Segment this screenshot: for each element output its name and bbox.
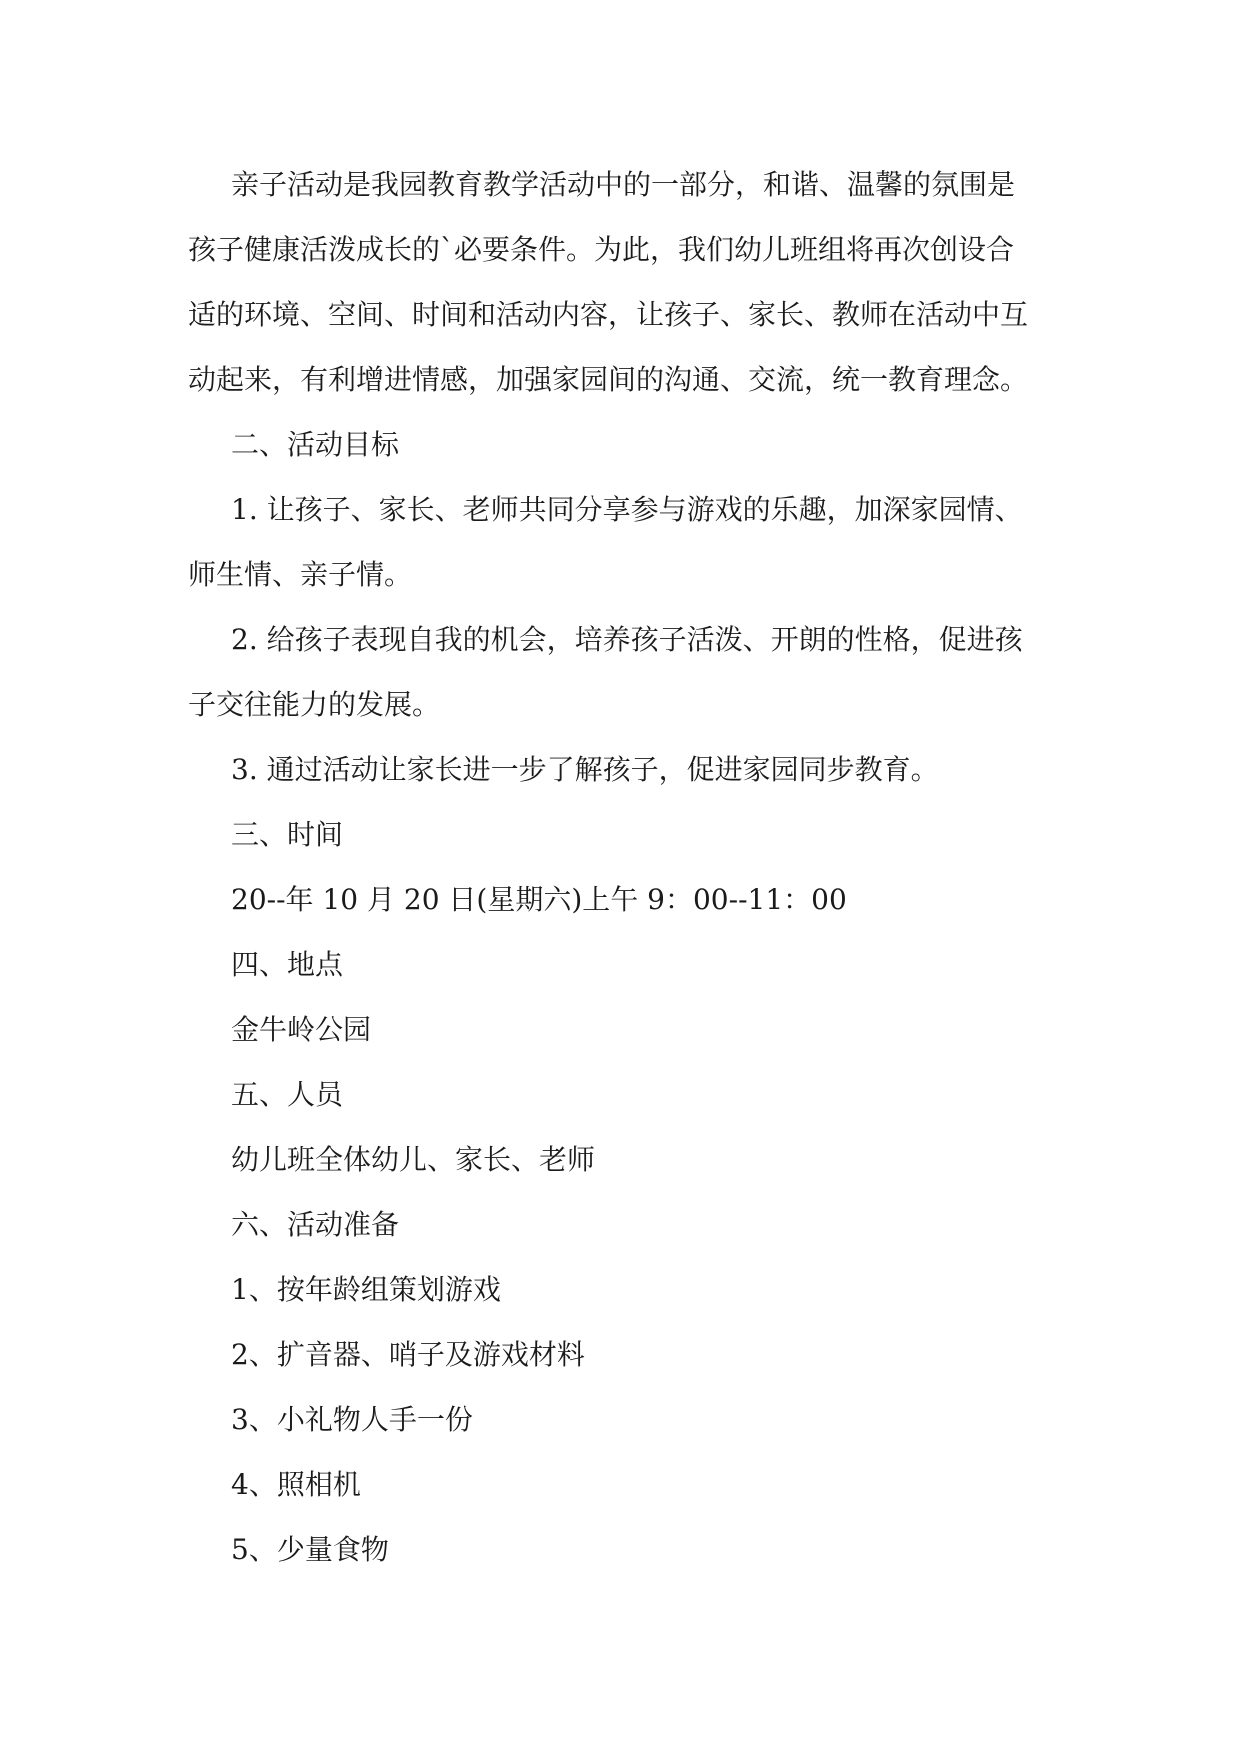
place-heading: 四、地点 (231, 948, 344, 981)
intro-line-2: 孩子健康活泼成长的`必要条件。为此，我们幼儿班组将再次创设合 (188, 233, 1015, 266)
goal-2-line-2: 子交往能力的发展。 (188, 688, 441, 721)
goal-2-line-1: 2. 给孩子表现自我的机会，培养孩子活泼、开朗的性格，促进孩 (231, 623, 1023, 656)
goals-heading: 二、活动目标 (231, 428, 400, 461)
prep-heading: 六、活动准备 (231, 1208, 400, 1241)
people-heading: 五、人员 (231, 1078, 344, 1111)
goal-1-line-1: 1. 让孩子、家长、老师共同分享参与游戏的乐趣，加深家园情、 (231, 493, 1023, 526)
time-heading: 三、时间 (231, 818, 344, 851)
time-value: 20--年 10 月 20 日(星期六)上午 9：00--11：00 (231, 883, 847, 916)
intro-line-1: 亲子活动是我园教育教学活动中的一部分，和谐、温馨的氛围是 (231, 168, 1016, 201)
intro-line-3: 适的环境、空间、时间和活动内容，让孩子、家长、教师在活动中互 (188, 298, 1029, 331)
goal-1-line-2: 师生情、亲子情。 (188, 558, 413, 591)
goal-3-line-1: 3. 通过活动让家长进一步了解孩子，促进家园同步教育。 (231, 753, 939, 786)
people-value: 幼儿班全体幼儿、家长、老师 (231, 1143, 596, 1176)
intro-line-4: 动起来，有利增进情感，加强家园间的沟通、交流，统一教育理念。 (188, 363, 1029, 396)
prep-item-1: 1、按年龄组策划游戏 (231, 1273, 501, 1306)
place-value: 金牛岭公园 (231, 1013, 372, 1046)
prep-item-4: 4、照相机 (231, 1468, 361, 1501)
prep-item-2: 2、扩音器、哨子及游戏材料 (231, 1338, 585, 1371)
prep-item-5: 5、少量食物 (231, 1533, 389, 1566)
prep-item-3: 3、小礼物人手一份 (231, 1403, 473, 1436)
document-body (188, 152, 1054, 1582)
